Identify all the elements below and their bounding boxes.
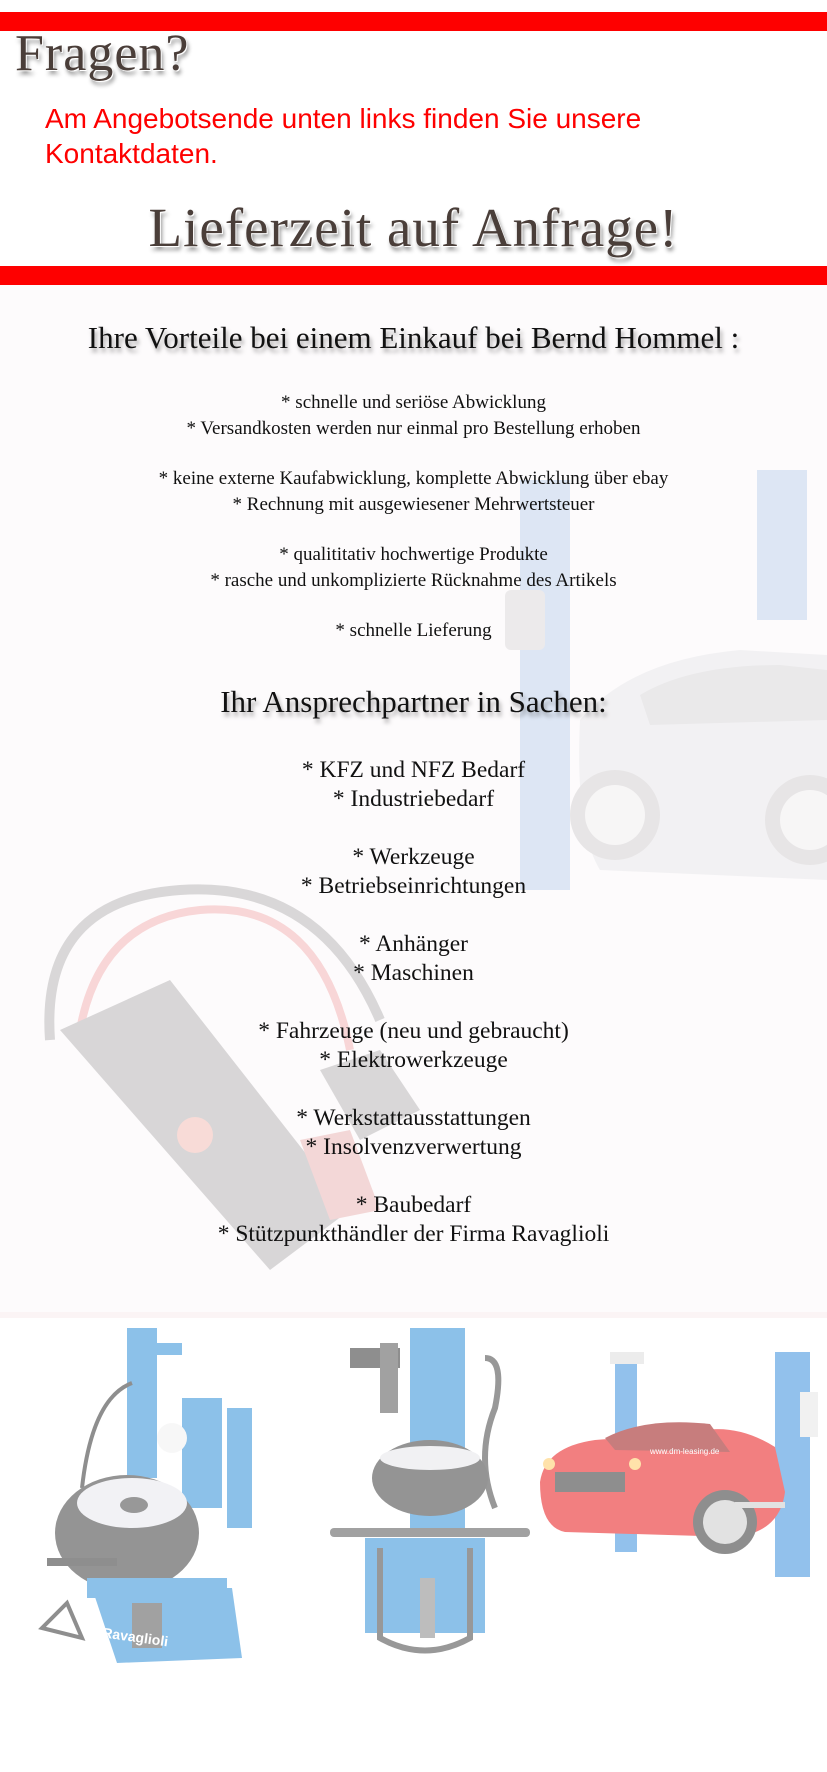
partner-item: * KFZ und NFZ Bedarf bbox=[301, 757, 526, 783]
partner-group bbox=[0, 756, 827, 814]
partner-group bbox=[0, 1104, 827, 1162]
partner-item: * Betriebseinrichtungen bbox=[300, 873, 527, 899]
car-decal-text: www.dm-leasing.de bbox=[650, 1447, 720, 1456]
advantage-item: * Rechnung mit ausgewiesener Mehrwertsteuer bbox=[232, 493, 595, 515]
question-title: Fragen? bbox=[15, 25, 190, 82]
advantage-item: * schnelle und seriöse Abwicklung bbox=[281, 392, 546, 413]
delivery-note: Lieferzeit auf Anfrage! bbox=[148, 197, 679, 258]
partner-group bbox=[0, 930, 827, 988]
partner-heading: Ihr Ansprechpartner in Sachen: bbox=[220, 684, 607, 719]
advantages-group bbox=[0, 542, 827, 593]
advantages-group bbox=[0, 466, 827, 517]
partner-item: * Anhänger bbox=[359, 931, 468, 957]
advantages-group bbox=[0, 390, 827, 441]
advantage-item: * rasche und unkomplizierte Rücknahme des Artikels bbox=[210, 569, 617, 591]
partner-item: * Elektrowerkzeuge bbox=[319, 1047, 508, 1073]
partner-list bbox=[0, 756, 827, 1249]
partner-item: * Industriebedarf bbox=[332, 786, 495, 812]
sports-car-lift-image bbox=[535, 1352, 827, 1592]
partner-group bbox=[0, 843, 827, 901]
product-images bbox=[0, 1312, 827, 1672]
partner-item: * Werkzeuge bbox=[352, 844, 475, 870]
advantage-item: * schnelle Lieferung bbox=[335, 620, 492, 641]
contact-note: Am Angebotsende unten links finden Sie unsere Kontaktdaten. bbox=[45, 103, 642, 169]
partner-item: * Stützpunkthändler der Firma Ravaglioli bbox=[217, 1221, 610, 1247]
partner-item: * Insolvenzverwertung bbox=[305, 1134, 522, 1160]
advantages-group bbox=[0, 618, 827, 644]
partner-group bbox=[0, 1191, 827, 1249]
partner-item: * Maschinen bbox=[353, 960, 474, 986]
advantages-list bbox=[0, 390, 827, 644]
lift-pillar-right bbox=[775, 1352, 810, 1577]
partner-item: * Werkstattausstattungen bbox=[296, 1105, 531, 1131]
tire-changer-front-image bbox=[325, 1318, 530, 1663]
advantage-item: * keine externe Kaufabwicklung, komplette Abwicklung über ebay bbox=[158, 468, 669, 489]
partner-item: * Baubedarf bbox=[355, 1192, 472, 1218]
advantage-item: * qualititativ hochwertige Produkte bbox=[279, 544, 548, 565]
advantages-heading: Ihre Vorteile bei einem Einkauf bei Bernd Hommel : bbox=[87, 320, 740, 355]
advantage-item: * Versandkosten werden nur einmal pro Bestellung erhoben bbox=[186, 417, 641, 439]
partner-group bbox=[0, 1017, 827, 1075]
bottom-red-bar bbox=[0, 266, 827, 285]
ravaglioli-logo-text: Ravaglioli bbox=[101, 1624, 170, 1650]
tire-changer-image bbox=[22, 1318, 252, 1673]
partner-item: * Fahrzeuge (neu und gebraucht) bbox=[258, 1018, 569, 1044]
